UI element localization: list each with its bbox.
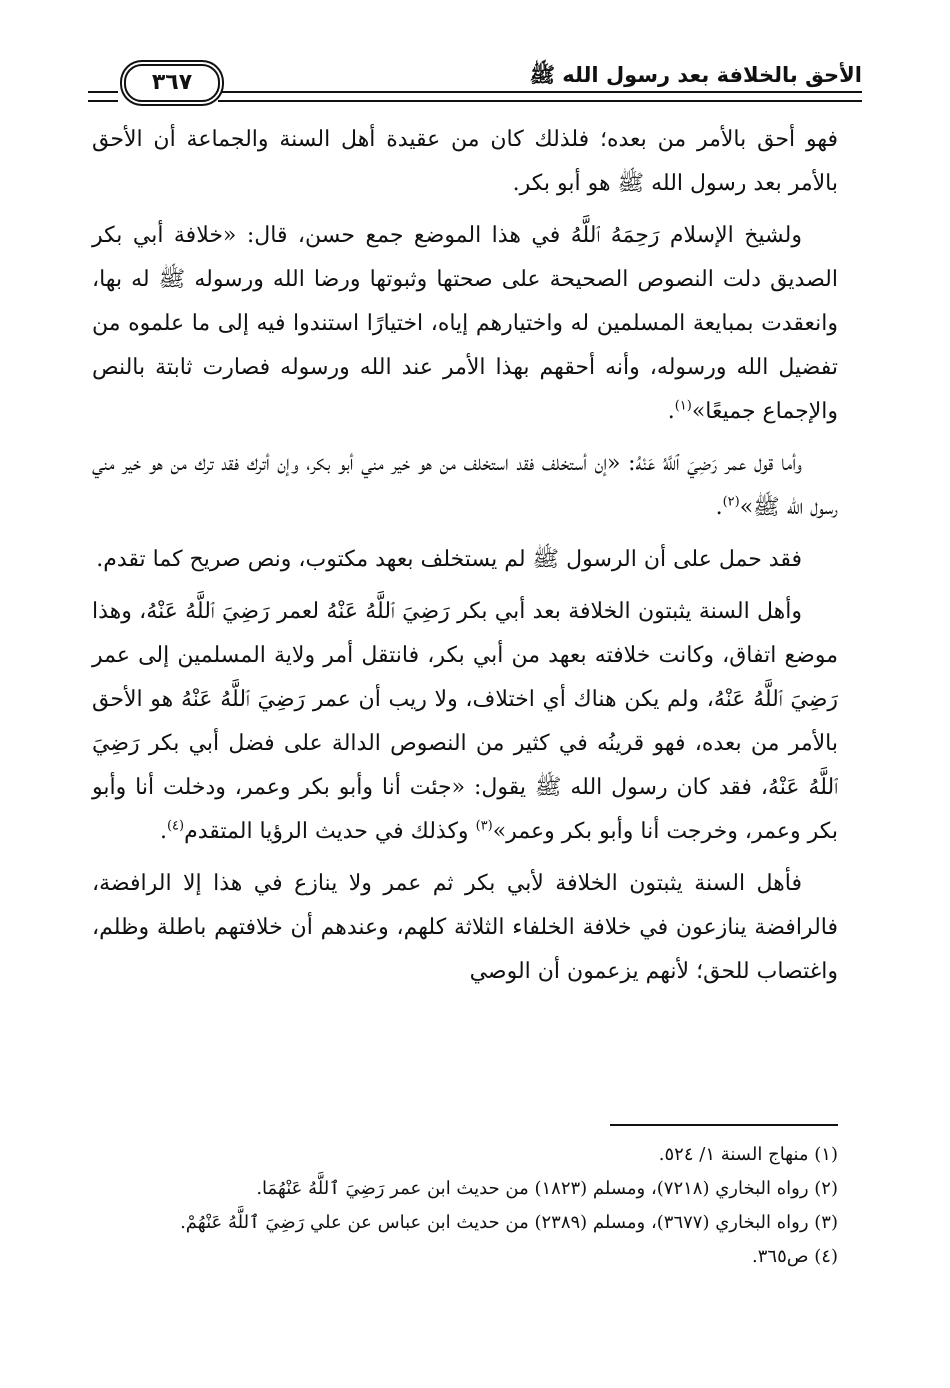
main-text (92, 118, 838, 1002)
paragraph (92, 214, 838, 434)
page-header (88, 58, 862, 104)
footnote-ref: (٣) (475, 818, 493, 834)
paragraph-end: . (667, 399, 675, 424)
paragraph-text: ولشيخ الإسلام رَحِمَهُ ٱللَّهُ في هذا الموضع جمع حسن، قال: «خلافة أبي بكر الصديق دلت النصوص الصحيحة على صحتها وثبوتها ورضا الله ورسوله ﷺ له بها، وانعقدت بمبايعة المسلمين له واختيارهم إياه، اختيارًا استندوا فيه إلى ما علموه من تفضيل الله ورسوله، وأنه أحقهم بهذا الأمر عند الله ورسوله فصارت ثابتة بالنص والإجماع جميعًا» (92, 223, 838, 424)
paragraph-text: وأما قول عمر رَضِيَ ٱللَّهُ عَنْهُ: «إن أستخلف فقد استخلف من هو خير مني أبو بكر، وإن أترك فقد ترك من هو خير مني رسول الله ﷺ» (92, 451, 838, 520)
paragraph (92, 590, 838, 854)
paragraph-end: . (715, 495, 723, 520)
paragraph: فأهل السنة يثبتون الخلافة لأبي بكر ثم عمر ولا ينازع في هذا إلا الرافضة، فالرافضة ينازعون في خلافة الخلفاء الثلاثة كلهم، وعندهم أن خلافتهم باطلة وظلم، واغتصاب للحق؛ لأنهم يزعمون أن الوصي (92, 871, 838, 984)
footnote: (٢) رواه البخاري (٧٢١٨)، ومسلم (١٨٢٣) من حديث ابن عمر رَضِيَ ٱللَّهُ عَنْهُمَا. (256, 1178, 838, 1199)
running-title: الأحق بالخلافة بعد رسول الله ﷺ (529, 63, 862, 87)
page-number-badge: ٣٦٧ (124, 64, 220, 102)
paragraph: فقد حمل على أن الرسول ﷺ لم يستخلف بعهد مكتوب، ونص صريح كما تقدم. (96, 547, 802, 572)
paragraph-end: . (159, 819, 167, 844)
paragraph: فهو أحق بالأمر من بعده؛ فلذلك كان من عقيدة أهل السنة والجماعة أن الأحق بالأمر بعد رسول الله ﷺ هو أبو بكر. (92, 127, 838, 196)
footnote-ref: (٤) (166, 818, 185, 834)
footnote: (٣) رواه البخاري (٣٦٧٧)، ومسلم (٢٣٨٩) من حديث ابن عباس عن علي رَضِيَ ٱللَّهُ عَنْهُمْ. (180, 1212, 838, 1233)
footnote: (١) منهاج السنة ١/ ٥٢٤. (658, 1144, 838, 1165)
header-rule-left (88, 91, 118, 102)
footnotes (92, 1138, 838, 1274)
paragraph-text-cont: وكذلك في حديث الرؤيا المتقدم (184, 819, 476, 844)
footnote-separator (610, 1124, 838, 1126)
footnote: (٤) ص٣٦٥. (752, 1246, 838, 1267)
paragraph-text: وأهل السنة يثبتون الخلافة بعد أبي بكر رَضِيَ ٱللَّهُ عَنْهُ لعمر رَضِيَ ٱللَّهُ عَنْهُ، وهذا موضع اتفاق، وكانت خلافته بعهد من أبي بكر، فانتقل أمر ولاية المسلمين إلى عمر رَضِيَ ٱللَّهُ عَنْهُ، ولم يكن هناك أي اختلاف، ولا ريب أن عمر رَضِيَ ٱللَّهُ عَنْهُ هو الأحق بالأمر من بعده، فهو قرينُه في كثير من النصوص الدالة على فضل أبي بكر رَضِيَ ٱللَّهُ عَنْهُ، فقد كان رسول الله ﷺ يقول: «جئت أنا وأبو بكر وعمر، ودخلت أنا وأبو بكر وعمر، وخرجت أنا وأبو بكر وعمر» (92, 599, 838, 844)
paragraph (92, 442, 838, 530)
footnote-ref: (١) (674, 398, 692, 414)
footnote-ref: (٢) (722, 494, 740, 510)
header-rule-right (218, 91, 862, 102)
